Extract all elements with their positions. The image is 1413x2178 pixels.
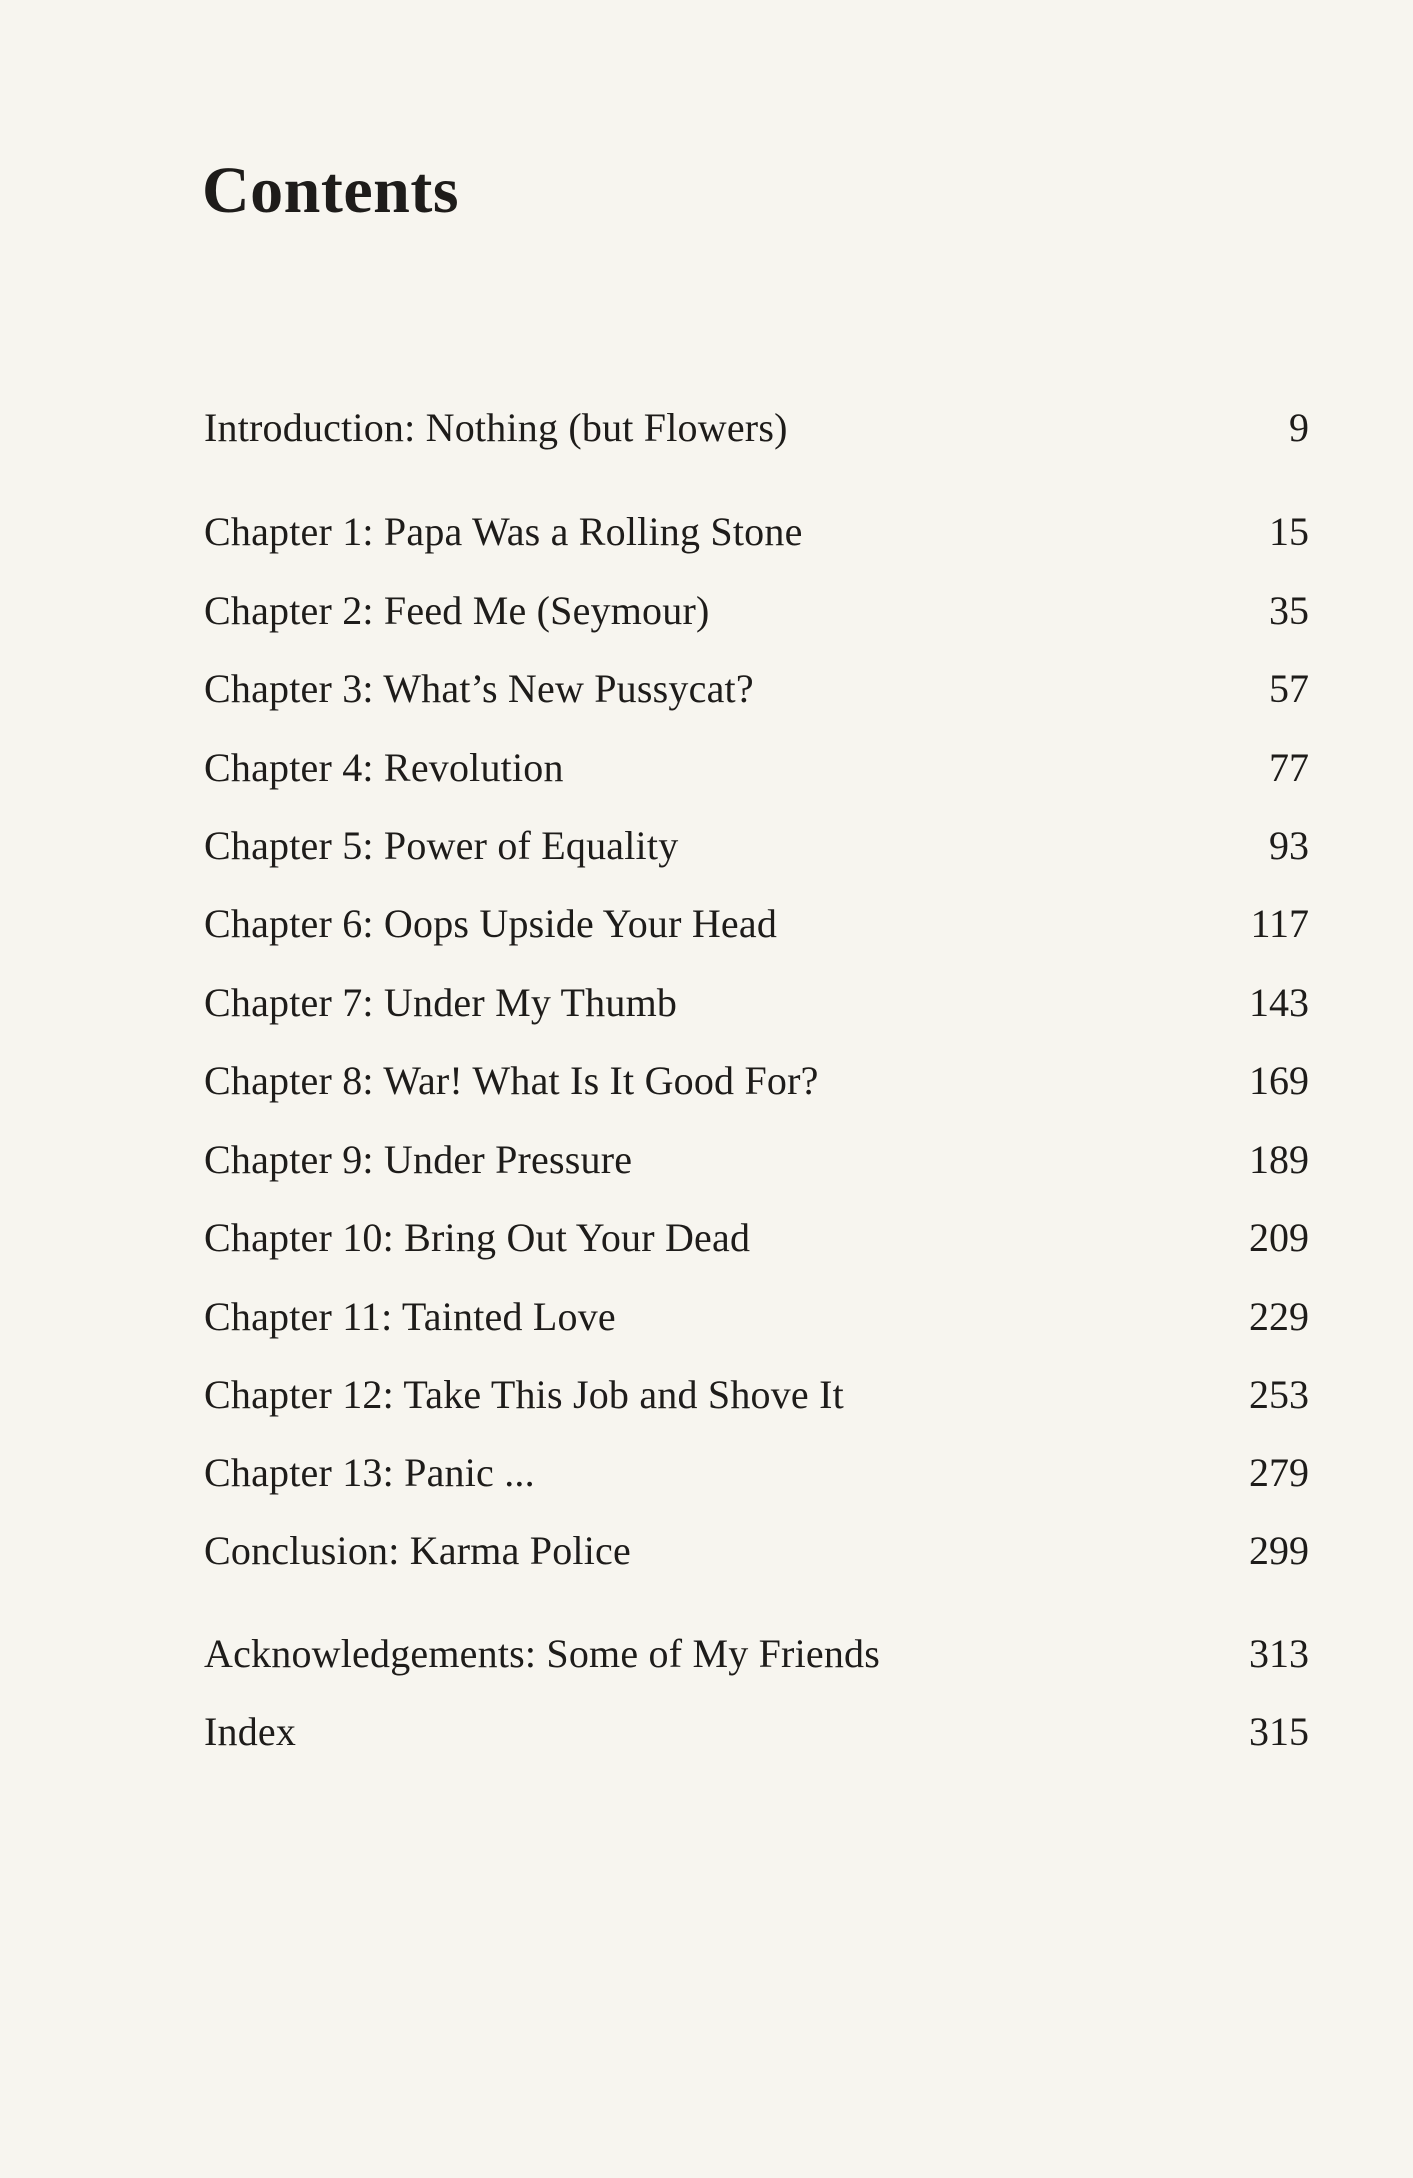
toc-entry-conclusion [204, 1528, 1309, 1573]
page-title: Contents [202, 154, 460, 227]
toc-entry-page-number: 299 [1249, 1528, 1309, 1573]
toc-entry-chapter-6 [204, 901, 1309, 946]
toc-entry-chapter-9 [204, 1137, 1309, 1182]
toc-entry-chapter-12 [204, 1372, 1309, 1417]
toc-entry-page-number: 279 [1249, 1450, 1309, 1495]
toc-entry-page-number: 117 [1250, 901, 1309, 946]
toc-entry-label: Chapter 13: Panic ... [204, 1450, 535, 1495]
toc-entry-label: Chapter 9: Under Pressure [204, 1137, 633, 1182]
toc-entry-label: Chapter 2: Feed Me (Seymour) [204, 588, 710, 633]
toc-entry-label: Chapter 1: Papa Was a Rolling Stone [204, 509, 803, 554]
toc-entry-chapter-10 [204, 1215, 1309, 1260]
toc-entry-page-number: 9 [1289, 405, 1309, 450]
toc-entry-label: Chapter 3: What’s New Pussycat? [204, 666, 754, 711]
toc-entry-acknowledgements [204, 1631, 1309, 1676]
toc-entry-page-number: 253 [1249, 1372, 1309, 1417]
toc-entry-chapter-1 [204, 509, 1309, 554]
toc-entry-label: Introduction: Nothing (but Flowers) [204, 405, 788, 450]
toc-entry-page-number: 77 [1269, 745, 1309, 790]
toc-entry-page-number: 93 [1269, 823, 1309, 868]
toc-entry-label: Chapter 8: War! What Is It Good For? [204, 1058, 819, 1103]
toc-entry-label: Chapter 5: Power of Equality [204, 823, 679, 868]
toc-entry-page-number: 169 [1249, 1058, 1309, 1103]
toc-entry-page-number: 143 [1249, 980, 1309, 1025]
toc-entry-label: Acknowledgements: Some of My Friends [204, 1631, 881, 1676]
toc-entry-chapter-2 [204, 588, 1309, 633]
toc-entry-label: Chapter 10: Bring Out Your Dead [204, 1215, 751, 1260]
toc-entry-chapter-5 [204, 823, 1309, 868]
toc-entry-page-number: 209 [1249, 1215, 1309, 1260]
toc-entry-label: Chapter 11: Tainted Love [204, 1294, 616, 1339]
toc-entry-page-number: 57 [1269, 666, 1309, 711]
toc-entry-page-number: 315 [1249, 1709, 1309, 1754]
toc-entry-index [204, 1709, 1309, 1754]
toc-entry-label: Chapter 4: Revolution [204, 745, 564, 790]
toc-entry-page-number: 313 [1249, 1631, 1309, 1676]
toc-entry-label: Chapter 12: Take This Job and Shove It [204, 1372, 844, 1417]
toc-entry-chapter-7 [204, 980, 1309, 1025]
toc-entry-label: Chapter 7: Under My Thumb [204, 980, 678, 1025]
toc-entry-chapter-3 [204, 666, 1309, 711]
toc-entry-page-number: 35 [1269, 588, 1309, 633]
toc-entry-chapter-8 [204, 1058, 1309, 1103]
toc-entry-label: Index [204, 1709, 297, 1754]
toc-entry-page-number: 189 [1249, 1137, 1309, 1182]
toc-entry-introduction [204, 405, 1309, 450]
toc-entry-chapter-4 [204, 745, 1309, 790]
toc-entry-label: Conclusion: Karma Police [204, 1528, 631, 1573]
toc-entry-chapter-11 [204, 1294, 1309, 1339]
toc-entry-chapter-13 [204, 1450, 1309, 1495]
toc-entry-page-number: 229 [1249, 1294, 1309, 1339]
toc-entry-page-number: 15 [1269, 509, 1309, 554]
toc-entry-label: Chapter 6: Oops Upside Your Head [204, 901, 778, 946]
